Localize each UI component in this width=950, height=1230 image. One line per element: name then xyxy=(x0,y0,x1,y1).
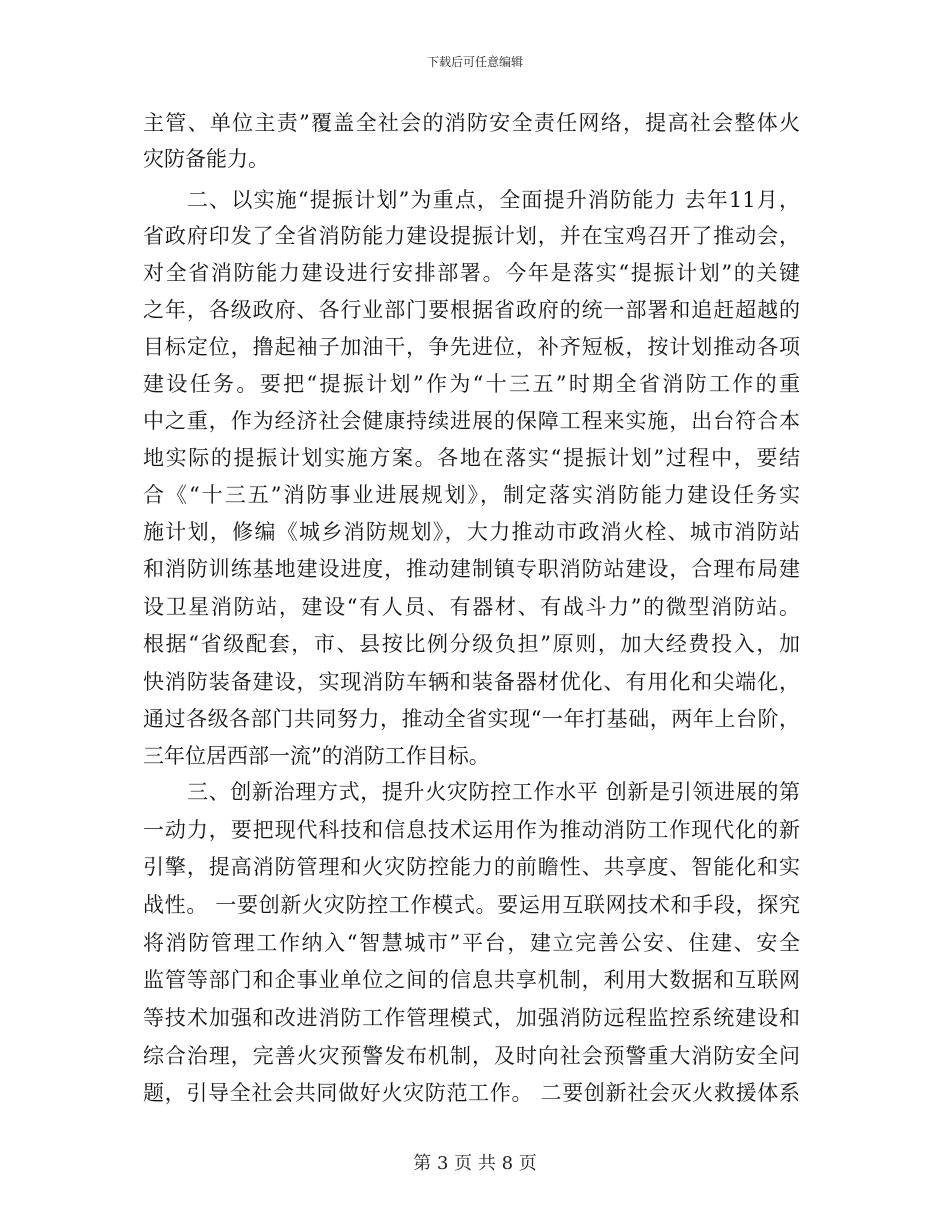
text-line: 通过各级各部门共同努力，推动全省实现“一年打基础，两年上台阶， xyxy=(143,707,800,731)
text-line: 主管、单位主责”覆盖全社会的消防安全责任网络，提高社会整体火 xyxy=(143,111,800,135)
text-line: 设卫星消防站，建设“有人员、有器材、有战斗力”的微型消防站。 xyxy=(143,595,800,619)
text-line: 目标定位，撸起袖子加油干，争先进位，补齐短板，按计划推动各项 xyxy=(143,335,800,359)
text-line: 一动力，要把现代科技和信息技术运用作为推动消防工作现代化的新 xyxy=(143,818,800,842)
text-line: 题，引导全社会共同做好火灾防范工作。 二要创新社会灭火救援体系 xyxy=(143,1081,800,1105)
text-line: 和消防训练基地建设进度，推动建制镇专职消防站建设，合理布局建 xyxy=(143,557,800,581)
text-line: 将消防管理工作纳入“智慧城市”平台，建立完善公安、住建、安全 xyxy=(143,931,800,955)
text-line: 引擎，提高消防管理和火灾防控能力的前瞻性、共享度、智能化和实 xyxy=(143,855,800,879)
paragraph-heading-line: 三、创新治理方式，提升火灾防控工作水平 创新是引领进展的第 xyxy=(187,780,800,804)
text-line: 施计划，修编《城乡消防规划》，大力推动市政消火栓、城市消防站 xyxy=(143,520,800,544)
text-line: 监管等部门和企事业单位之间的信息共享机制，利用大数据和互联网 xyxy=(143,968,800,992)
text-line: 三年位居西部一流”的消防工作目标。 xyxy=(143,744,490,768)
text-line: 合《“十三五”消防事业进展规划》，制定落实消防能力建设任务实 xyxy=(143,483,800,507)
text-line: 灾防备能力。 xyxy=(143,147,269,171)
page-header-note: 下载后可任意编辑 xyxy=(426,55,523,69)
text-line: 对全省消防能力建设进行安排部署。今年是落实“提振计划”的关键 xyxy=(143,261,800,285)
text-line: 综合治理，完善火灾预警发布机制，及时向社会预警重大消防安全问 xyxy=(143,1044,800,1068)
text-line: 根据“省级配套，市、县按比例分级负担”原则，加大经费投入，加 xyxy=(143,632,800,656)
text-line: 地实际的提振计划实施方案。各地在落实“提振计划”过程中，要结 xyxy=(143,446,800,470)
text-line: 快消防装备建设，实现消防车辆和装备器材优化、有用化和尖端化， xyxy=(143,670,800,694)
text-line: 建设任务。要把“提振计划”作为“十三五”时期全省消防工作的重 xyxy=(143,372,800,396)
text-line: 等技术加强和改进消防工作管理模式，加强消防远程监控系统建设和 xyxy=(143,1006,800,1030)
page-number-footer: 第 3 页 共 8 页 xyxy=(413,1153,537,1174)
text-line: 中之重，作为经济社会健康持续进展的保障工程来实施，出台符合本 xyxy=(143,409,800,433)
paragraph-heading-line: 二、以实施“提振计划”为重点，全面提升消防能力 去年11月， xyxy=(187,188,800,212)
text-line: 战性。 一要创新火灾防控工作模式。要运用互联网技术和手段，探究 xyxy=(143,893,800,917)
text-line: 省政府印发了全省消防能力建设提振计划，并在宝鸡召开了推动会， xyxy=(143,224,800,248)
text-line: 之年，各级政府、各行业部门要根据省政府的统一部署和追赶超越的 xyxy=(143,298,800,322)
